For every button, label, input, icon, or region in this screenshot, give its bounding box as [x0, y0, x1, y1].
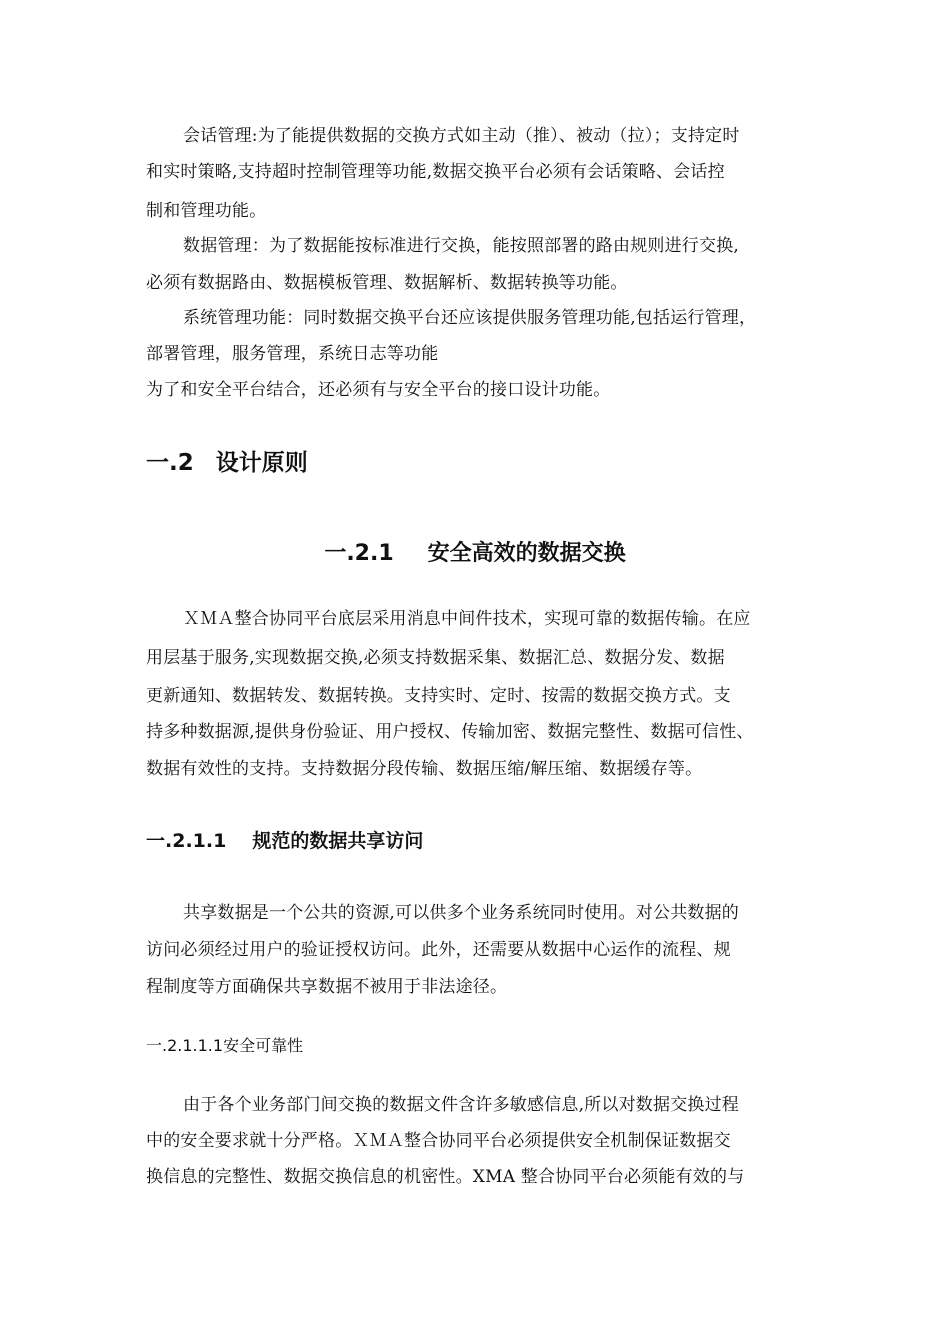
section-2-1-line-4: 持多种数据源,提供身份验证、用户授权、传输加密、数据完整性、数据可信性、 [146, 722, 754, 742]
section-2-1-line-3: 更新通知、数据转发、数据转换。支持实时、定时、按需的数据交换方式。支 [146, 686, 731, 706]
section-2-1-1-number: 一.2.1.1 [146, 830, 227, 852]
section-2-1-1-1-line-1: 由于各个业务部门间交换的数据文件含许多敏感信息,所以对数据交换过程 [183, 1095, 740, 1115]
data-management-line-2: 必须有数据路由、数据模板管理、数据解析、数据转换等功能。 [146, 273, 628, 293]
section-2-1-1-1-line-2: 中的安全要求就十分严格。ＸＭＡ整合协同平台必须提供安全机制保证数据交 [146, 1131, 731, 1151]
section-2-1-title: 安全高效的数据交换 [427, 541, 626, 566]
section-2-1-1-title: 规范的数据共享访问 [252, 830, 424, 852]
system-management-line-1: 系统管理功能：同时数据交换平台还应该提供服务管理功能,包括运行管理， [183, 308, 757, 328]
section-2-heading [146, 444, 308, 477]
section-2-1-line-2: 用层基于服务,实现数据交换,必须支持数据采集、数据汇总、数据分发、数据 [146, 648, 725, 668]
section-2-number: 一.2 [146, 450, 194, 476]
section-2-1-line-1: ＸＭＡ整合协同平台底层采用消息中间件技术，实现可靠的数据传输。在应 [183, 609, 751, 629]
section-2-1-1-1-heading: 一.2.1.1.1安全可靠性 [146, 1036, 304, 1055]
section-2-1-1-heading [146, 826, 423, 853]
section-2-1-number: 一.2.1 [324, 541, 394, 566]
section-2-1-line-5: 数据有效性的支持。支持数据分段传输、数据压缩/解压缩、数据缓存等。 [146, 759, 703, 779]
system-management-line-3: 为了和安全平台结合，还必须有与安全平台的接口设计功能。 [146, 380, 611, 400]
section-2-1-1-line-1: 共享数据是一个公共的资源,可以供多个业务系统同时使用。对公共数据的 [183, 903, 740, 923]
session-management-line-3: 制和管理功能。 [146, 201, 267, 221]
section-2-1-1-line-2: 访问必须经过用户的验证授权访问。此外，还需要从数据中心运作的流程、规 [146, 940, 731, 960]
data-management-line-1: 数据管理：为了数据能按标准进行交换，能按照部署的路由规则进行交换, [183, 236, 740, 256]
session-management-line-1: 会话管理:为了能提供数据的交换方式如主动（推）、被动（拉）；支持定时 [183, 126, 740, 146]
section-2-title: 设计原则 [215, 450, 308, 476]
system-management-line-2: 部署管理，服务管理，系统日志等功能 [146, 344, 439, 364]
section-2-1-1-1-line-3: 换信息的完整性、数据交换信息的机密性。XMA 整合协同平台必须能有效的与 [146, 1167, 745, 1187]
section-2-1-heading [0, 536, 950, 567]
session-management-line-2: 和实时策略,支持超时控制管理等功能,数据交换平台必须有会话策略、会话控 [146, 162, 725, 182]
section-2-1-1-line-3: 程制度等方面确保共享数据不被用于非法途径。 [146, 977, 508, 997]
